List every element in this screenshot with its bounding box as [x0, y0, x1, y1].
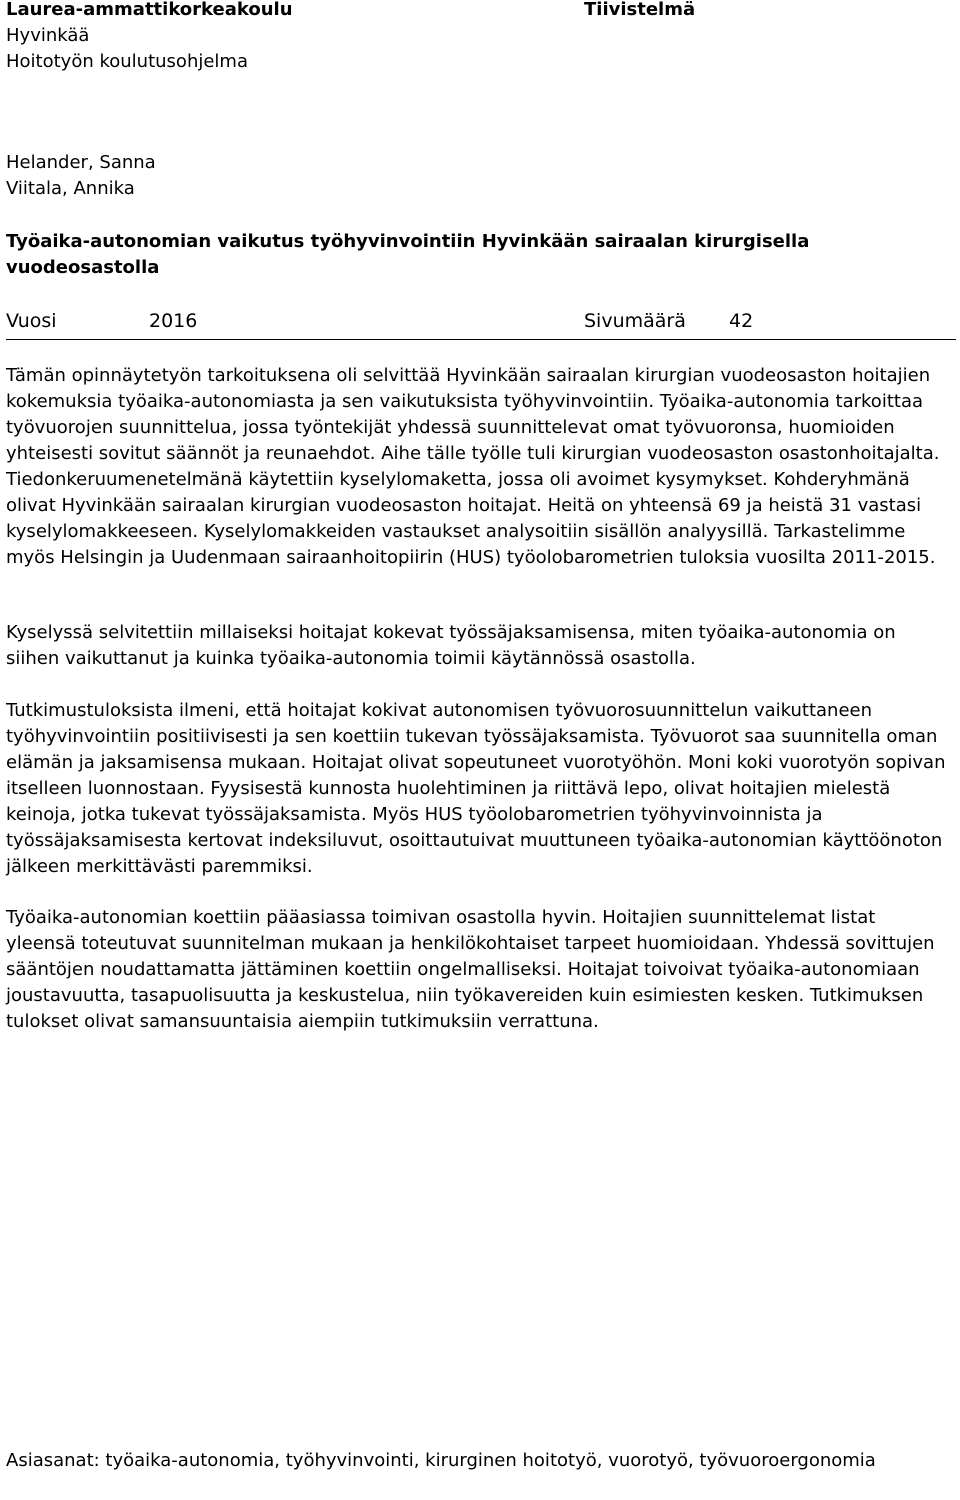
document-type: Tiivistelmä [584, 0, 696, 20]
abstract-paragraph: Tämän opinnäytetyön tarkoituksena oli selvittää Hyvinkään sairaalan kirurgian vuodeosaston hoitajien kokemuksia työaika-autonomiasta ja sen vaikutuksista työhyvinvointiin. Työaika-autonomia tarkoittaa työvuorojen suunnittelua, jossa työntekijät yhdessä suunnittelevat omat työvuoronsa, huomioiden yhteisesti sovitut säännöt ja reunaehdot. Aihe tälle työlle tuli kirurgian vuodeosaston osastonhoitajalta. Tiedonkeruumenetelmänä käytettiin kyselylomaketta, jossa oli avoimet kysymykset. Kohderyhmänä olivat Hyvinkään sairaalan kirurgian vuodeosaston hoitajat. Heitä on yhteensä 69 ja heistä 31 vastasi kyselylomakkeeseen. Kyselylomakkeiden vastaukset analysoitiin sisällön analyysillä. Tarkastelimme myös Helsingin ja Uudenmaan sairaanhoitopiirin (HUS) työolobarometrien tuloksia vuosilta 2011-2015. [6, 365, 940, 568]
header-left [6, 0, 293, 75]
keywords: Asiasanat: työaika-autonomia, työhyvinvointi, kirurginen hoitotyö, vuorotyö, työvuoroergonomia [6, 1450, 876, 1471]
page-count-label: Sivumäärä [584, 310, 686, 332]
thesis-title: Työaika-autonomian vaikutus työhyvinvointiin Hyvinkään sairaalan kirurgisella vuodeosastolla [6, 231, 810, 278]
author-name: Helander, Sanna [6, 152, 156, 173]
page-count-value: 42 [729, 310, 754, 332]
year-label: Vuosi [6, 310, 57, 332]
abstract-paragraph: Tutkimustuloksista ilmeni, että hoitajat kokivat autonomisen työvuorosuunnittelun vaikuttaneen työhyvinvointiin positiivisesti ja sen koettiin tukevan työssäjaksamista. Työvuorot saa suunnitella oman elämän ja jaksamisensa mukaan. Hoitajat olivat sopeutuneet vuorotyöhön. Moni koki vuorotyön sopivan itselleen luonnostaan. Fyysisestä kunnosta huolehtiminen ja riittävä lepo, olivat hoitajien mielestä keinoja, jotka tukevat työssäjaksamista. Myös HUS työolobarometrien työhyvinvoinnista ja työssäjaksamisesta kertovat indeksiluvut, osoittautuivat muuttuneen työaika-autonomian käyttöönoton jälkeen merkittävästi paremmiksi. [6, 700, 946, 877]
author-name: Viitala, Annika [6, 178, 135, 199]
abstract-paragraph: Kyselyssä selvitettiin millaiseksi hoitajat kokevat työssäjaksamisensa, miten työaika-autonomia on siihen vaikuttanut ja kuinka työaika-autonomia toimii käytännössä osastolla. [6, 622, 896, 669]
author-list [6, 150, 156, 202]
programme-name: Hoitotyön koulutusohjelma [6, 51, 248, 72]
institution-name: Laurea-ammattikorkeakoulu [6, 0, 293, 20]
campus-name: Hyvinkää [6, 25, 90, 46]
year-value: 2016 [149, 310, 198, 332]
abstract-paragraph: Työaika-autonomian koettiin pääasiassa toimivan osastolla hyvin. Hoitajien suunnittelemat listat yleensä toteutuvat suunnitelman mukaan ja henkilökohtaiset tarpeet huomioidaan. Yhdessä sovittujen sääntöjen noudattamatta jättäminen koettiin ongelmalliseksi. Hoitajat toivoivat työaika-autonomiaan joustavuutta, tasapuolisuutta ja keskustelua, niin työkavereiden kuin esimiesten kesken. Tutkimuksen tulokset olivat samansuuntaisia aiempiin tutkimuksiin verrattuna. [6, 907, 935, 1032]
meta-row [6, 306, 956, 340]
